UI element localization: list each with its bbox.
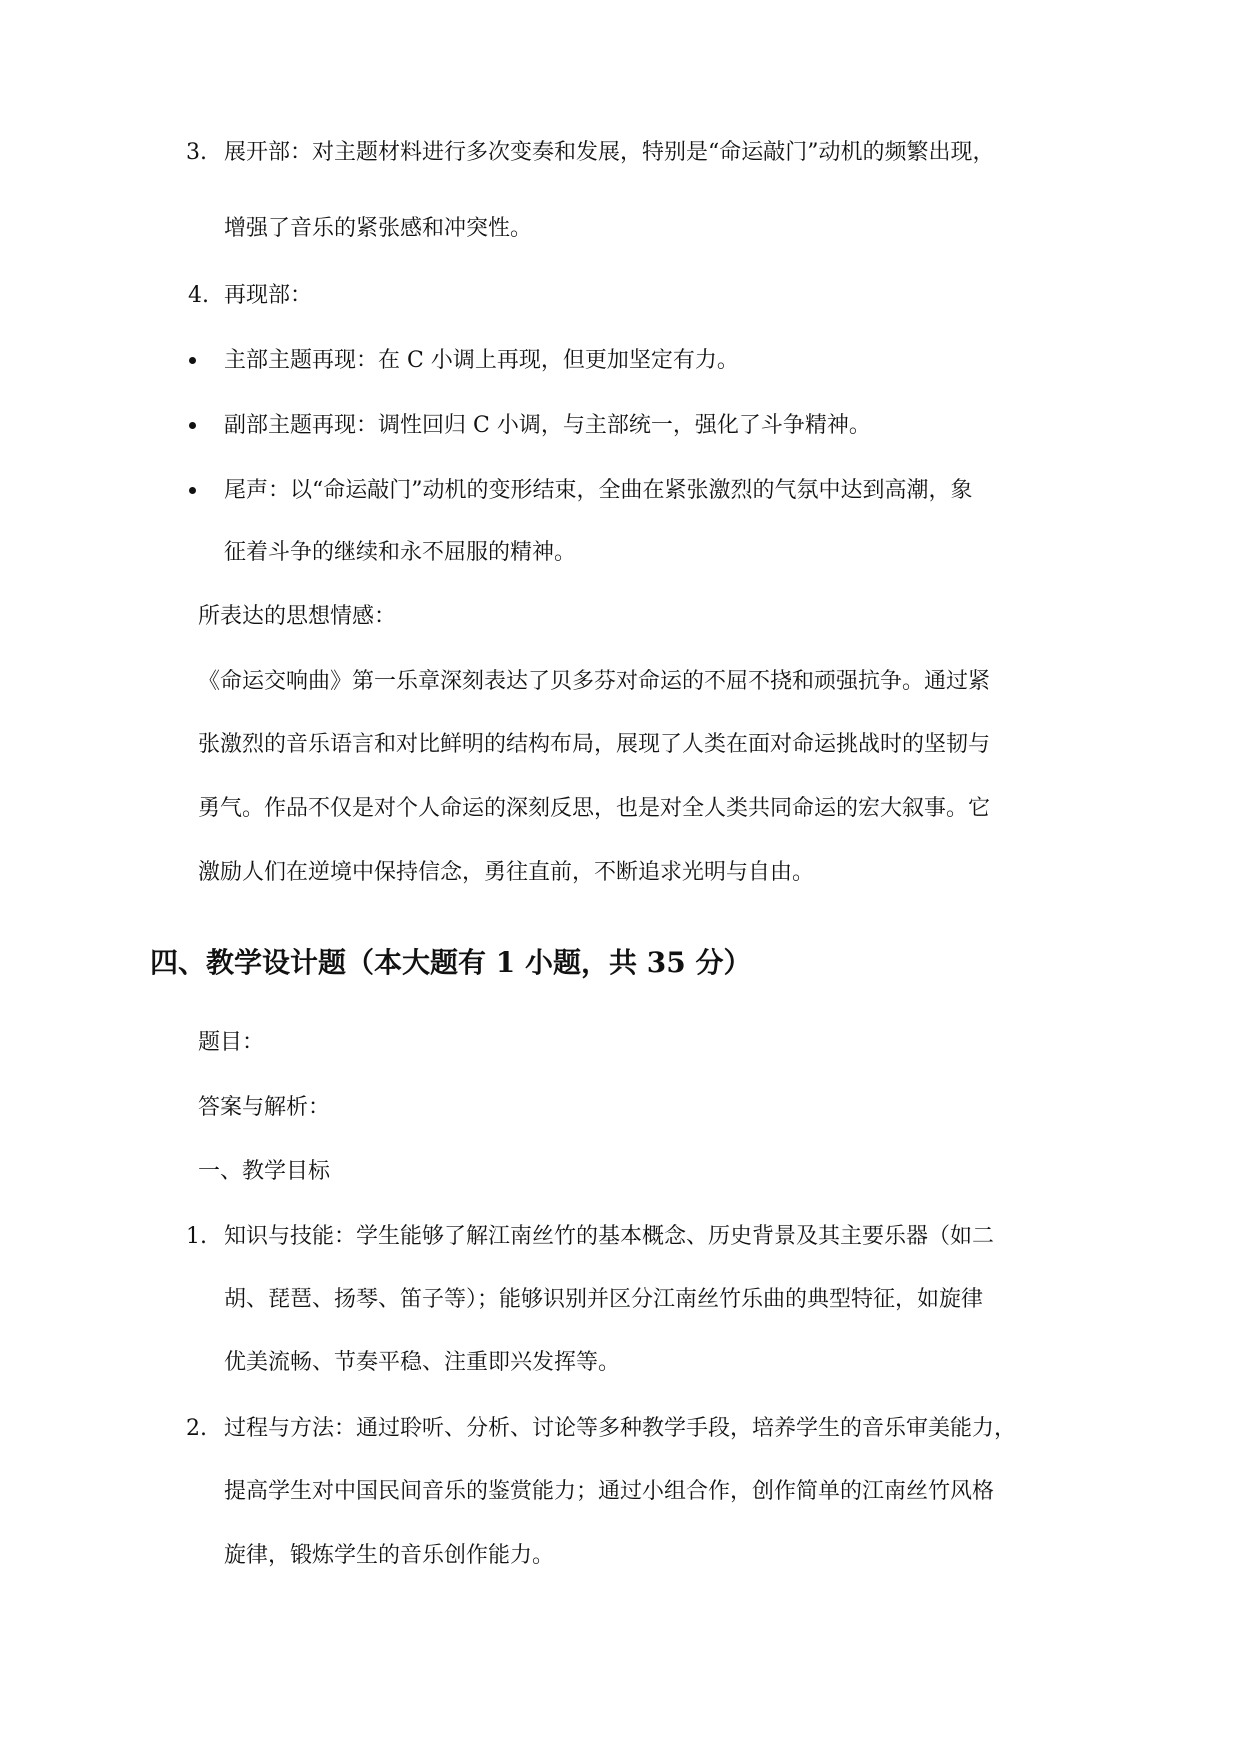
emotion-paragraph-line3: 勇气。作品不仅是对个人命运的深刻反思，也是对全人类共同命运的宏大叙事。它	[198, 796, 991, 821]
objective1-line3: 优美流畅、节奏平稳、注重即兴发挥等。	[224, 1350, 621, 1375]
section-heading: 四、教学设计题（本大题有 1 小题，共 35 分）	[150, 946, 752, 979]
objective2-line1: 过程与方法：通过聆听、分析、讨论等多种教学手段，培养学生的音乐审美能力，	[224, 1416, 1017, 1441]
emotion-paragraph-line4: 激励人们在逆境中保持信念，勇往直前，不断追求光明与自由。	[198, 860, 815, 885]
emotion-paragraph-line1: 《命运交响曲》第一乐章深刻表达了贝多芬对命运的不屈不挠和顽强抗争。通过紧	[198, 669, 991, 694]
bullet-item-sub-theme: 副部主题再现：调性回归 C 小调，与主部统一，强化了斗争精神。	[224, 413, 871, 438]
list-number-3: 3.	[186, 140, 207, 165]
emotion-paragraph-line2: 张激烈的音乐语言和对比鲜明的结构布局，展现了人类在面对命运挑战时的坚韧与	[198, 732, 991, 757]
objective2-line2: 提高学生对中国民间音乐的鉴赏能力；通过小组合作，创作简单的江南丝竹风格	[224, 1479, 995, 1504]
objective1-line1: 知识与技能：学生能够了解江南丝竹的基本概念、历史背景及其主要乐器（如二	[224, 1224, 995, 1249]
item3-text-line2: 增强了音乐的紧张感和冲突性。	[224, 216, 533, 241]
item4-label: 再现部：	[224, 283, 313, 308]
list-number-2: 2.	[186, 1416, 207, 1441]
bullet-item-main-theme: 主部主题再现：在 C 小调上再现，但更加坚定有力。	[224, 348, 739, 373]
bullet-dot-icon	[189, 487, 196, 494]
objective1-line2: 胡、琵琶、扬琴、笛子等）；能够识别并区分江南丝竹乐曲的典型特征，如旋律	[224, 1287, 984, 1312]
objectives-heading: 一、教学目标	[198, 1159, 331, 1184]
list-number-1: 1.	[186, 1224, 207, 1249]
bullet-item-coda-line2: 征着斗争的继续和永不屈服的精神。	[224, 540, 577, 565]
list-number-4: 4.	[188, 283, 209, 308]
bullet-dot-icon	[189, 357, 196, 364]
item3-text-line1: 展开部：对主题材料进行多次变奏和发展，特别是“命运敲门”动机的频繁出现，	[224, 140, 995, 165]
bullet-item-coda-line1: 尾声：以“命运敲门”动机的变形结束，全曲在紧张激烈的气氛中达到高潮，象	[224, 478, 973, 503]
objective2-line3: 旋律，锻炼学生的音乐创作能力。	[224, 1543, 555, 1568]
emotion-label: 所表达的思想情感：	[198, 604, 397, 629]
answer-label: 答案与解析：	[198, 1095, 331, 1120]
bullet-dot-icon	[189, 422, 196, 429]
question-label: 题目：	[198, 1030, 265, 1055]
